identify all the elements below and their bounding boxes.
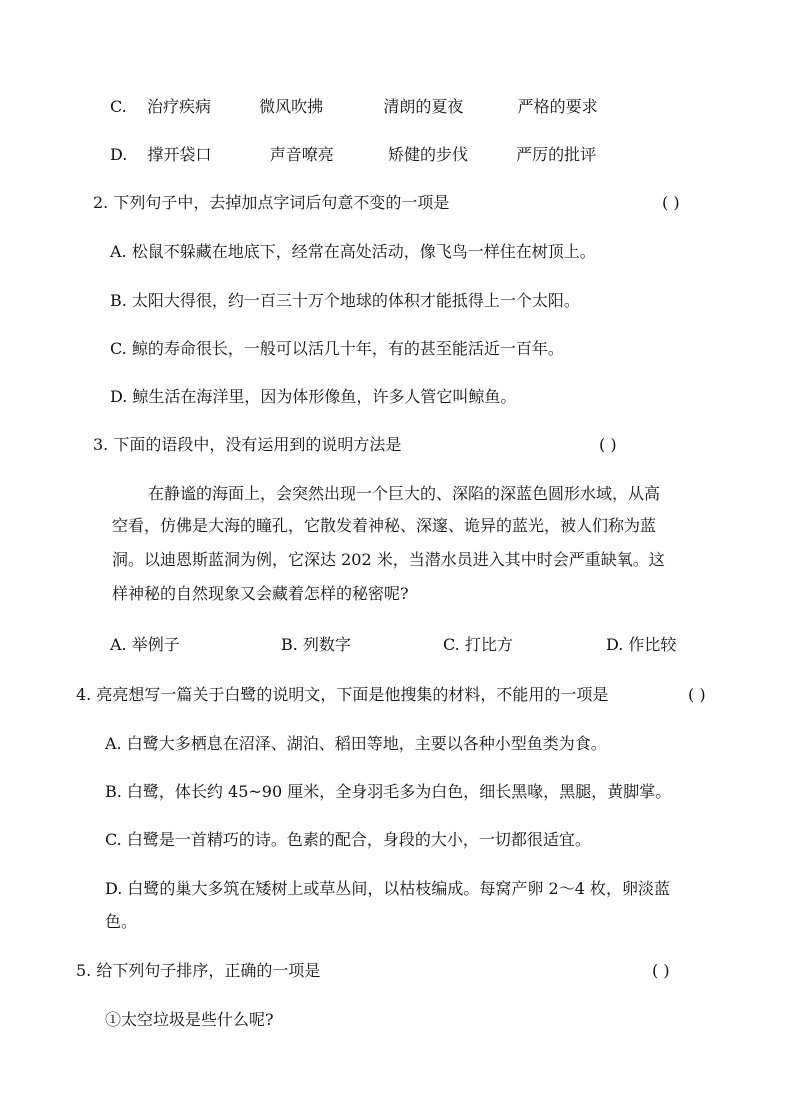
q3-stem: 3. 下面的语段中，没有运用到的说明方法是 — [93, 435, 402, 454]
q3-passage-line-2: 空看，仿佛是大海的瞳孔，它散发着神秘、深邃、诡异的蓝光，被人们称为蓝 — [112, 516, 657, 535]
q1-option-c-word-3: 清朗的夏夜 — [383, 97, 464, 116]
q1-option-d-word-2: 声音嘹亮 — [269, 145, 334, 164]
q3-passage-line-4: 样神秘的自然现象又会藏着怎样的秘密呢? — [112, 584, 409, 603]
q4-option-a: A. 白鹭大多栖息在沼泽、湖泊、稻田等地，主要以各种小型鱼类为食。 — [105, 734, 607, 753]
q3-option-b: B. 列数字 — [281, 635, 351, 654]
q3-passage-line-1: 在静谧的海面上，会突然出现一个巨大的、深陷的深蓝色圆形水域，从高 — [148, 484, 661, 503]
q4-option-d-line-1: D. 白鹭的巢大多筑在矮树上或草丛间，以枯枝编成。每窝产卵 2～4 枚，卵淡蓝 — [105, 879, 670, 898]
q3-option-a: A. 举例子 — [110, 635, 180, 654]
q3-passage-line-3: 洞。以迪恩斯蓝洞为例，它深达 202 米，当潜水员进入其中时会严重缺氧。这 — [112, 550, 665, 569]
q1-option-d-word-3: 矫健的步伐 — [387, 145, 468, 164]
q3-option-d: D. 作比较 — [606, 635, 677, 654]
q1-option-c — [110, 96, 598, 118]
q4-stem: 4. 亮亮想写一篇关于白鹭的说明文，下面是他搜集的材料，不能用的一项是 — [76, 685, 609, 704]
q2-answer-paren[interactable]: ( ) — [662, 193, 680, 212]
q1-option-d — [110, 144, 596, 166]
q3-option-c: C. 打比方 — [443, 635, 513, 654]
q5-answer-paren[interactable]: ( ) — [652, 961, 670, 980]
q4-option-d-line-2: 色。 — [105, 912, 138, 931]
q4-option-c: C. 白鹭是一首精巧的诗。色素的配合，身段的大小，一切都很适宜。 — [105, 830, 591, 849]
q3-answer-paren[interactable]: ( ) — [599, 435, 617, 454]
q5-item-1: ①太空垃圾是些什么呢? — [105, 1010, 274, 1029]
q1-option-d-word-4: 严厉的批评 — [516, 145, 597, 164]
q4-answer-paren[interactable]: ( ) — [688, 685, 706, 704]
q2-option-b: B. 太阳大得很，约一百三十万个地球的体积才能抵得上一个太阳。 — [110, 291, 580, 310]
q2-stem: 2. 下列句子中，去掉加点字词后句意不变的一项是 — [93, 193, 450, 212]
q1-option-c-word-4: 严格的要求 — [517, 97, 598, 116]
q5-stem: 5. 给下列句子排序，正确的一项是 — [76, 961, 321, 980]
q1-option-c-word-2: 微风吹拂 — [259, 97, 324, 116]
q2-option-d: D. 鲸生活在海洋里，因为体形像鱼，许多人管它叫鲸鱼。 — [110, 387, 517, 406]
q4-option-b: B. 白鹭，体长约 45~90 厘米，全身羽毛多为白色，细长黑喙，黑腿，黄脚掌。 — [105, 782, 672, 801]
q1-option-d-letter: D. — [110, 145, 128, 164]
q2-option-a: A. 松鼠不躲藏在地底下，经常在高处活动，像飞鸟一样住在树顶上。 — [110, 242, 596, 261]
q1-option-d-word-1: 撑开袋口 — [147, 145, 212, 164]
q1-option-c-letter: C. — [110, 97, 127, 116]
q1-option-c-word-1: 治疗疾病 — [146, 97, 211, 116]
q2-option-c: C. 鲸的寿命很长，一般可以活几十年，有的甚至能活近一百年。 — [110, 339, 564, 358]
